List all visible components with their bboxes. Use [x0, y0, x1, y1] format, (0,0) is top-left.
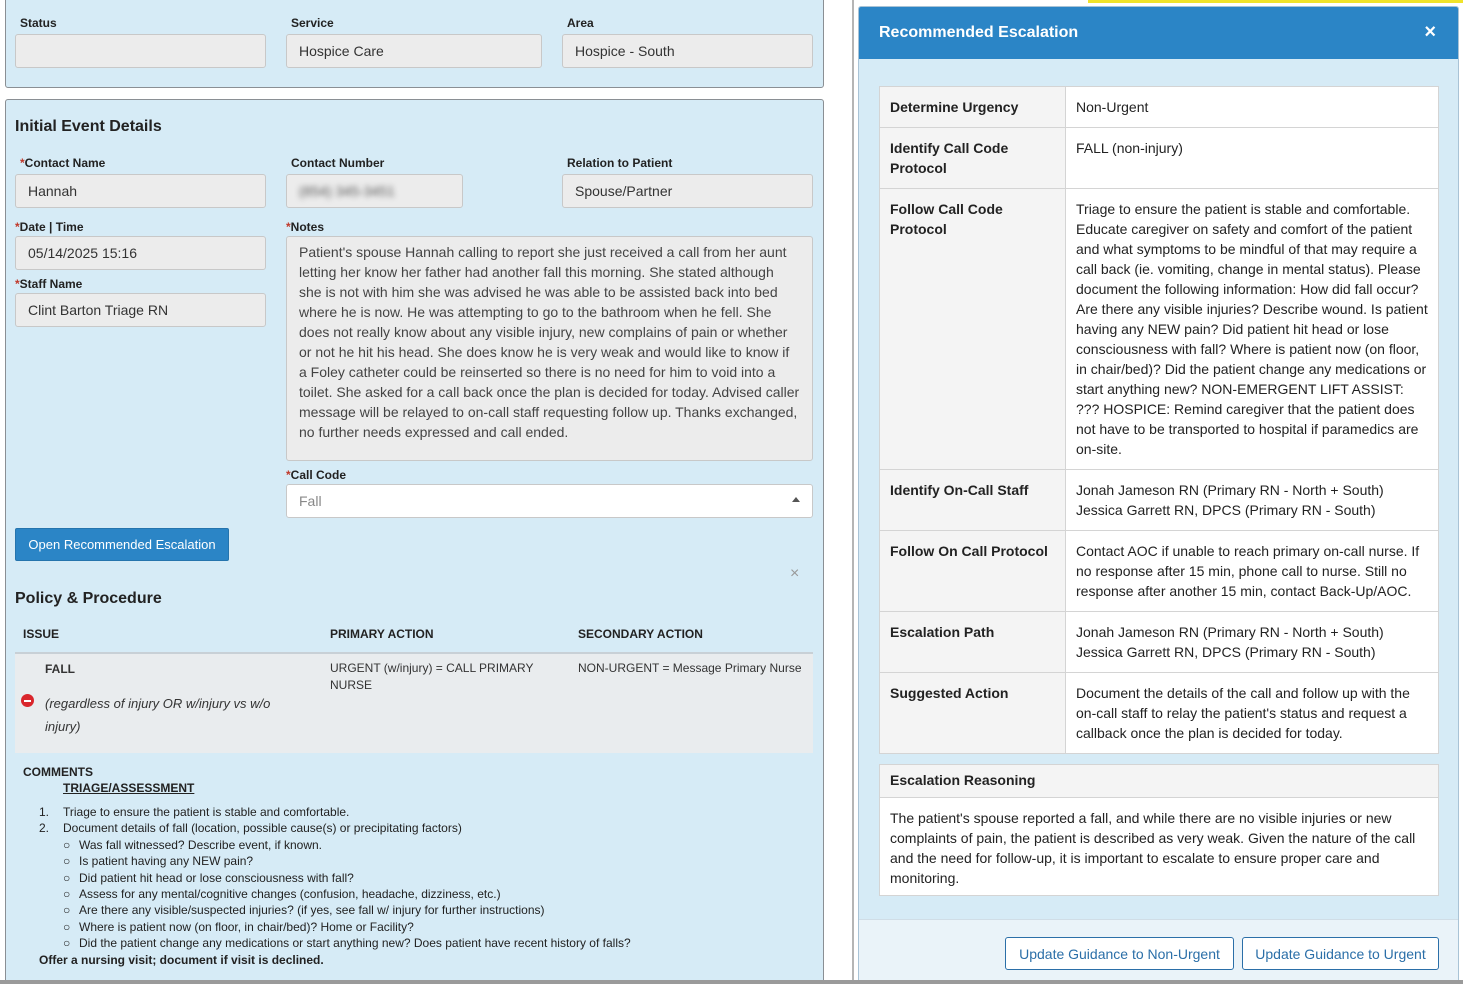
table-row [880, 128, 1439, 189]
relation-label: Relation to Patient [567, 156, 673, 170]
notes-textarea[interactable]: Patient's spouse Hannah calling to report she just received a call from her aunt letting her know her father had another fall this morning. She stated although she is not with him she was advised he was able to be assisted back into bed where he is now. He was attempting to go to the bathroom when he fell. She does not really know about any visible injury, new complains of pain or whether or not he hit his head. She does know he is very weak and would like to know if a Foley catheter could be reinserted so there is no need for him to void into a toilet. She asked for a call back once the plan is decided for today. Advised caller message will be relayed to on-call staff requesting follow up. Thanks exchanged, no further needs expressed and call ended. [286, 236, 813, 461]
escalation-table [879, 86, 1439, 754]
contact-number-value: (854) 345-3451 [299, 183, 395, 199]
comment-sub-2-bullet: ○ [63, 854, 71, 868]
comment-item-2: Document details of fall (location, possible cause(s) or precipitating factors) [63, 821, 462, 835]
col-issue-header: ISSUE [23, 627, 60, 641]
relation-field[interactable]: Spouse/Partner [562, 174, 813, 208]
secondary-action: NON-URGENT = Message Primary Nurse [578, 661, 802, 675]
comment-sub-5-bullet: ○ [63, 903, 71, 917]
modal-title: Recommended Escalation [879, 24, 1079, 41]
call-code-value: Fall [299, 493, 322, 509]
row-value: Jonah Jameson RN (Primary RN - North + South) Jessica Garrett RN, DPCS (Primary RN - South) [1066, 470, 1439, 531]
row-key: Follow Call Code Protocol [880, 189, 1066, 470]
table-row [880, 87, 1439, 128]
contact-name-label: *Contact Name [20, 156, 106, 170]
row-value: Triage to ensure the patient is stable and comfortable. Educate caregiver on safety and comfort of the patient and what symptoms to be mindful of that may require a call back (ie. vomiting, change in mental status). Please document the following information: How did fall occur? Are there any visible injuries? Describe wound. Is patient having any NEW pain? Did patient hit head or lose consciousness with fall? Where is patient now (on floor, in chair/bed)? Did the patient change any medications or start anything new? NON-EMERGENT LIFT ASSIST: ??? HOSPICE: Remind caregiver that the patient does not have to be transported to hospital if paramedics are on-site. [1066, 189, 1439, 470]
col-secondary-header: SECONDARY ACTION [578, 627, 703, 641]
table-row [880, 612, 1439, 673]
comment-sub-2: Is patient having any NEW pain? [79, 854, 254, 868]
comment-sub-6: Where is patient now (on floor, in chair/bed)? Home or Facility? [79, 920, 414, 934]
area-label: Area [567, 16, 594, 30]
row-key: Escalation Path [880, 612, 1066, 673]
datetime-field[interactable]: 05/14/2025 15:16 [15, 236, 266, 270]
issue-fall: FALL [45, 662, 75, 676]
policy-title: Policy & Procedure [15, 590, 162, 607]
caret-up-icon [792, 497, 800, 502]
reasoning-text: The patient's spouse reported a fall, and while there are no visible injuries or new complaints of pain, the patient is described as very weak. Given the nature of the call and the need for follow-up, it is important to escalate to ensure proper care and monitoring. [890, 810, 1416, 886]
row-value: Non-Urgent [1066, 87, 1439, 128]
initial-event-title: Initial Event Details [15, 118, 162, 135]
comments-subtitle: TRIAGE/ASSESSMENT [63, 781, 195, 795]
open-escalation-button[interactable]: Open Recommended Escalation [15, 528, 229, 561]
comment-sub-4-bullet: ○ [63, 887, 71, 901]
table-row [880, 673, 1439, 754]
comment-item-1-num: 1. [39, 805, 50, 819]
col-primary-header: PRIMARY ACTION [330, 627, 434, 641]
comment-sub-7-bullet: ○ [63, 936, 71, 950]
row-value: Contact AOC if unable to reach primary on-call nurse. If no response after 15 min, phone call to nurse. Still no response after another 15 min, contact Back-Up/AOC. [1066, 531, 1439, 612]
comment-item-2-num: 2. [39, 821, 50, 835]
contact-number-label: Contact Number [291, 156, 385, 170]
row-value: Jonah Jameson RN (Primary RN - North + South) Jessica Garrett RN, DPCS (Primary RN - South) [1066, 612, 1439, 673]
contact-number-field[interactable] [286, 174, 463, 208]
collapse-minus-icon[interactable] [21, 694, 34, 707]
comment-sub-3: Did patient hit head or lose consciousness with fall? [79, 871, 354, 885]
row-key: Suggested Action [880, 673, 1066, 754]
comment-sub-5: Are there any visible/suspected injuries? (if yes, see fall w/ injury for further instructions) [79, 903, 545, 917]
contact-name-field[interactable]: Hannah [15, 174, 266, 208]
row-key: Identify On-Call Staff [880, 470, 1066, 531]
comment-sub-4: Assess for any mental/cognitive changes (confusion, headache, dizziness, etc.) [79, 887, 501, 901]
area-field[interactable]: Hospice - South [562, 34, 813, 68]
comments-footer: Offer a nursing visit; document if visit is declined. [39, 953, 324, 967]
call-code-label: *Call Code [286, 468, 347, 482]
comment-item-1: Triage to ensure the patient is stable and comfortable. [63, 805, 350, 819]
comments-title: COMMENTS [23, 765, 93, 779]
recommended-escalation-modal [858, 6, 1459, 984]
row-value: FALL (non-injury) [1066, 128, 1439, 189]
table-row [880, 189, 1439, 470]
modal-body [859, 59, 1459, 919]
comment-sub-6-bullet: ○ [63, 920, 71, 934]
row-value: Document the details of the call and follow up with the on-call staff to relay the patient's status and request a callback once the plan is decided for today. [1066, 673, 1439, 754]
staff-field[interactable]: Clint Barton Triage RN [15, 293, 266, 327]
scroll-divider [852, 0, 854, 984]
comment-sub-1-bullet: ○ [63, 838, 71, 852]
comment-sub-7: Did the patient change any medications or start anything new? Does patient have recent history of falls? [79, 936, 631, 950]
comment-sub-3-bullet: ○ [63, 871, 71, 885]
row-key: Follow On Call Protocol [880, 531, 1066, 612]
primary-action: URGENT (w/injury) = CALL PRIMARY NURSE [330, 661, 534, 692]
table-row [880, 531, 1439, 612]
update-urgent-button[interactable]: Update Guidance to Urgent [1242, 937, 1439, 970]
issue-note: (regardless of injury OR w/injury vs w/o injury) [45, 696, 271, 734]
close-icon[interactable]: × [1424, 21, 1436, 43]
status-field[interactable] [15, 34, 266, 68]
bottom-scrollbar [0, 980, 1463, 984]
staff-label: *Staff Name [15, 277, 83, 291]
policy-close-icon[interactable]: × [790, 565, 800, 582]
service-label: Service [291, 16, 334, 30]
reasoning-title: Escalation Reasoning [880, 765, 1438, 798]
service-field[interactable]: Hospice Care [286, 34, 542, 68]
update-non-urgent-button[interactable]: Update Guidance to Non-Urgent [1005, 937, 1234, 970]
table-row [880, 470, 1439, 531]
modal-footer [859, 919, 1459, 984]
highlight-strip [1088, 0, 1463, 3]
notes-label: *Notes [286, 220, 325, 234]
modal-header [859, 7, 1459, 59]
call-code-select[interactable] [286, 484, 813, 518]
escalation-reasoning [879, 764, 1439, 896]
datetime-label: *Date | Time [15, 220, 84, 234]
row-key: Determine Urgency [880, 87, 1066, 128]
comment-sub-1: Was fall witnessed? Describe event, if known. [79, 838, 322, 852]
row-key: Identify Call Code Protocol [880, 128, 1066, 189]
status-label: Status [20, 16, 57, 30]
